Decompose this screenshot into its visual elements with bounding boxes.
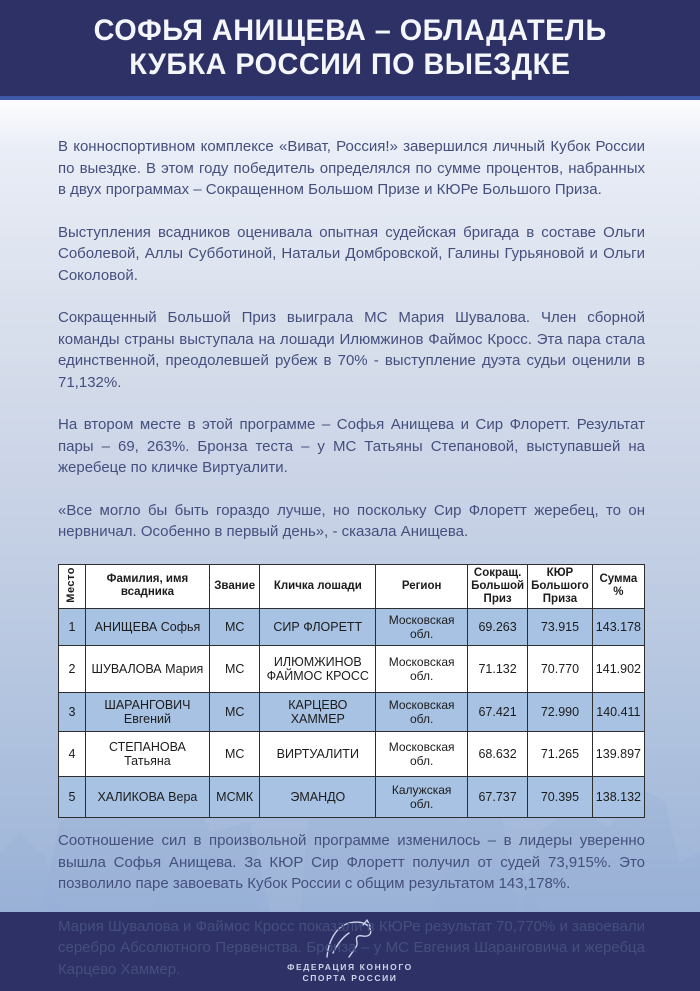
results-table-header-row (59, 564, 645, 609)
cell-horse: ИЛЮМЖИНОВ ФАЙМОС КРОСС (260, 646, 376, 693)
federation-name-line2: СПОРТА РОССИИ (302, 973, 398, 983)
cell-region: Московская обл. (376, 646, 468, 693)
cell-rider: ШУВАЛОВА Мария (85, 646, 209, 693)
cell-horse: ЭМАНДО (260, 777, 376, 818)
cell-region: Московская обл. (376, 609, 468, 646)
cell-region: Калужская обл. (376, 777, 468, 818)
cell-score2: 73.915 (528, 609, 593, 646)
paragraph-second-place: На втором месте в этой программе – Софья Анищева и Сир Флоретт. Результат пары – 69, 263%. Бронза теста – у МС Татьяны Степановой, выступавшей на жеребеце по кличке Виртуалити. (58, 416, 645, 476)
cell-score2: 70.395 (528, 777, 593, 818)
col-header-kur: КЮР Большого Приза (528, 564, 593, 609)
cell-sum: 141.902 (592, 646, 644, 693)
col-header-rank: Звание (209, 564, 260, 609)
cell-rank: МСМК (209, 777, 260, 818)
paragraph-freestyle: Соотношение сил в произвольной программе изменилось – в лидеры уверенно вышла Софья Анищева. За КЮР Сир Флоретт получил от судей 73,915%. Это позволило паре завоевать Кубок России с общим результатом 143,178%. (58, 832, 645, 893)
cell-rider: АНИЩЕВА Софья (85, 609, 209, 646)
page-title-line1: СОФЬЯ АНИЩЕВА – ОБЛАДАТЕЛЬ (93, 14, 607, 47)
article-content (0, 100, 700, 980)
cell-place: 4 (59, 732, 86, 777)
cell-horse: ВИРТУАЛИТИ (260, 732, 376, 777)
col-header-rider: Фамилия, имя всадника (85, 564, 209, 609)
cell-place: 3 (59, 693, 86, 732)
cell-horse: СИР ФЛОРЕТТ (260, 609, 376, 646)
table-row (59, 646, 645, 693)
cell-score1: 67.421 (468, 693, 528, 732)
cell-region: Московская обл. (376, 732, 468, 777)
cell-score1: 67.737 (468, 777, 528, 818)
cell-rank: МС (209, 732, 260, 777)
results-table (58, 564, 645, 819)
cell-sum: 139.897 (592, 732, 644, 777)
table-row (59, 693, 645, 732)
cell-horse: КАРЦЕВО ХАММЕР (260, 693, 376, 732)
cell-place: 5 (59, 777, 86, 818)
col-header-sum: Сумма % (592, 564, 644, 609)
table-row (59, 609, 645, 646)
cell-rider: ХАЛИКОВА Вера (85, 777, 209, 818)
cell-sum: 143.178 (592, 609, 644, 646)
cell-rank: МС (209, 646, 260, 693)
cell-sum: 140.411 (592, 693, 644, 732)
table-row (59, 732, 645, 777)
paragraph-quote: «Все могло бы быть гораздо лучше, но поскольку Сир Флоретт жеребец, то он нервничал. Особенно в первый день», - сказала Анищева. (58, 501, 645, 540)
cell-score1: 68.632 (468, 732, 528, 777)
paragraph-intro: В конноспортивном комплексе «Виват, Россия!» завершился личный Кубок России по выездке. В этом году победитель определялся по сумме процентов, набранных в двух программах – Сокращенном Большом Призе и КЮРе Большого Приза. (58, 138, 645, 198)
table-row (59, 777, 645, 818)
cell-score2: 70.770 (528, 646, 593, 693)
page-title-line2: КУБКА РОССИИ ПО ВЫЕЗДКЕ (129, 48, 571, 81)
cell-score1: 71.132 (468, 646, 528, 693)
paragraph-judges: Выступления всадников оценивала опытная судейская бригада в составе Ольги Соболевой, Аллы Субботиной, Натальи Домбровской, Галины Гурьяновой и Ольги Соколовой. (58, 223, 645, 284)
paragraph-silver-bronze: Мария Шувалова и Файмос Кросс показали в КЮРе результат 70,770% и завоевали серебро Абсолютного Первенства. Бронза – у МС Евгения Шаранговича и жеребца Карцево Хаммер. (58, 917, 645, 978)
col-header-short-grand-prix: Сокращ. Большой Приз (468, 564, 528, 609)
paragraph-grand-prix: Сокращенный Большой Приз выиграла МС Мария Шувалова. Член сборной команды страны выступала на лошади Илюмжинов Файмос Кросс. Эта пара стала единственной, преодолевшей рубеж в 70% - выступление дуэта судьи оценили в 71,132%. (58, 309, 645, 391)
col-header-region: Регион (376, 564, 468, 609)
cell-place: 2 (59, 646, 86, 693)
federation-name-line1: ФЕДЕРАЦИЯ КОННОГО (287, 962, 413, 972)
cell-rider: СТЕПАНОВА Татьяна (85, 732, 209, 777)
cell-score1: 69.263 (468, 609, 528, 646)
col-header-place: Место (59, 564, 86, 609)
col-header-horse: Кличка лошади (260, 564, 376, 609)
page-header (0, 0, 700, 96)
cell-region: Московская обл. (376, 693, 468, 732)
cell-sum: 138.132 (592, 777, 644, 818)
cell-score2: 71.265 (528, 732, 593, 777)
cell-rank: МС (209, 693, 260, 732)
cell-place: 1 (59, 609, 86, 646)
cell-score2: 72.990 (528, 693, 593, 732)
cell-rider: ШАРАНГОВИЧ Евгений (85, 693, 209, 732)
cell-rank: МС (209, 609, 260, 646)
